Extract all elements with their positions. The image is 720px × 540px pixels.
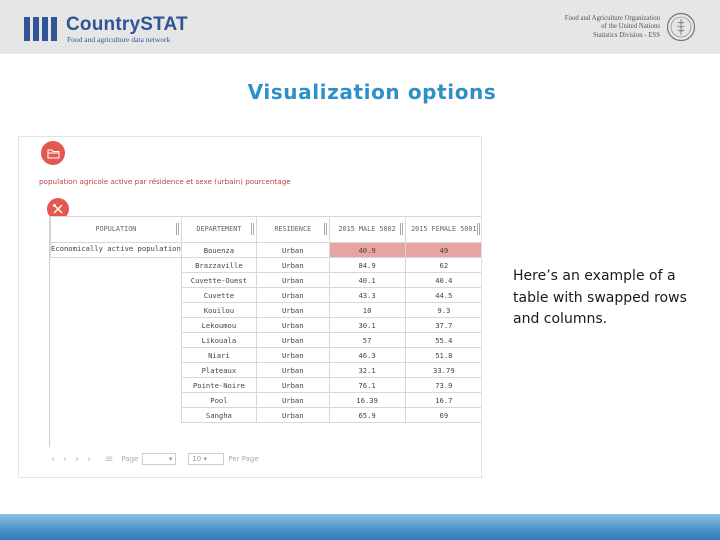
female-value-cell: 51.8 xyxy=(405,348,482,363)
column-header-population[interactable]: POPULATION xyxy=(51,217,182,243)
brand-name: CountrySTAT xyxy=(66,14,188,35)
footer-band xyxy=(0,514,720,540)
residence-cell: Urban xyxy=(257,303,330,318)
female-value-cell: 55.4 xyxy=(405,333,482,348)
department-cell: Sangha xyxy=(181,408,256,423)
fao-line-2: of the United Nations xyxy=(601,23,660,31)
male-value-cell: 76.1 xyxy=(329,378,405,393)
residence-cell: Urban xyxy=(257,333,330,348)
table-row xyxy=(51,333,483,348)
table-row xyxy=(51,273,483,288)
department-cell: Lekoumou xyxy=(181,318,256,333)
female-value-cell: 40.4 xyxy=(405,273,482,288)
male-value-cell: 43.3 xyxy=(329,288,405,303)
table-row xyxy=(51,348,483,363)
population-cell-empty xyxy=(51,333,182,348)
department-cell: Plateaux xyxy=(181,363,256,378)
department-cell: Cuvette-Ouest xyxy=(181,273,256,288)
column-header-2015-female[interactable]: 2015 FEMALE 5001 xyxy=(405,217,482,243)
table-row xyxy=(51,303,483,318)
department-cell: Bouenza xyxy=(181,243,256,258)
page-number-input[interactable]: ▾ xyxy=(142,453,176,465)
male-value-cell: 65.9 xyxy=(329,408,405,423)
per-page-label: Per Page xyxy=(228,455,259,463)
last-page-icon[interactable]: › xyxy=(87,453,91,465)
population-cell-empty xyxy=(51,273,182,288)
department-cell: Brazzaville xyxy=(181,258,256,273)
table-title: population agricole active par résidence et sexe (urbain) pourcentage xyxy=(39,177,291,186)
residence-cell: Urban xyxy=(257,273,330,288)
population-cell-empty xyxy=(51,258,182,273)
residence-cell: Urban xyxy=(257,378,330,393)
male-value-cell: 40.1 xyxy=(329,273,405,288)
residence-cell: Urban xyxy=(257,288,330,303)
male-value-cell: 84.9 xyxy=(329,258,405,273)
prev-page-icon[interactable]: ‹ xyxy=(63,453,67,465)
population-cell-empty xyxy=(51,288,182,303)
female-value-cell: 37.7 xyxy=(405,318,482,333)
female-value-cell: 33.79 xyxy=(405,363,482,378)
department-cell: Pointe-Noire xyxy=(181,378,256,393)
department-cell: Cuvette xyxy=(181,288,256,303)
table-row xyxy=(51,378,483,393)
population-cell: Economically active population xyxy=(51,243,182,258)
department-cell: Pool xyxy=(181,393,256,408)
column-header-residence[interactable]: RESIDENCE xyxy=(257,217,330,243)
open-folder-button[interactable] xyxy=(41,141,65,165)
slide-title: Visualization options xyxy=(247,80,497,104)
female-value-cell: 16.7 xyxy=(405,393,482,408)
brand-tagline: Food and agriculture data network xyxy=(67,35,171,44)
page-label: Page xyxy=(121,455,139,463)
male-value-cell: 57 xyxy=(329,333,405,348)
data-table xyxy=(50,216,482,423)
table-row xyxy=(51,318,483,333)
department-cell: Niari xyxy=(181,348,256,363)
residence-cell: Urban xyxy=(257,363,330,378)
table-screenshot-panel xyxy=(18,136,482,478)
male-value-cell: 40.9 xyxy=(329,243,405,258)
pagination-bar xyxy=(51,447,482,471)
next-page-icon[interactable]: › xyxy=(75,453,79,465)
fao-org-text xyxy=(460,15,660,40)
per-page-select[interactable]: 10 ▾ xyxy=(188,453,224,465)
menu-icon[interactable]: ≡ xyxy=(105,453,114,465)
first-page-icon[interactable]: ‹ xyxy=(51,453,55,465)
population-cell-empty xyxy=(51,348,182,363)
fao-emblem-icon xyxy=(666,12,696,42)
population-cell-empty xyxy=(51,408,182,423)
data-table-container xyxy=(49,216,482,447)
table-row xyxy=(51,363,483,378)
fao-line-3: Statistics Division - ESS xyxy=(592,31,660,39)
department-cell: Likouala xyxy=(181,333,256,348)
countrystat-logo xyxy=(24,14,188,44)
header-band xyxy=(0,0,720,54)
residence-cell: Urban xyxy=(257,318,330,333)
male-value-cell: 10 xyxy=(329,303,405,318)
female-value-cell: 69 xyxy=(405,408,482,423)
residence-cell: Urban xyxy=(257,393,330,408)
table-row xyxy=(51,258,483,273)
countrystat-bars-icon xyxy=(24,17,58,41)
column-header-2015-male[interactable]: 2015 MALE 5002 xyxy=(329,217,405,243)
population-cell-empty xyxy=(51,363,182,378)
female-value-cell: 62 xyxy=(405,258,482,273)
population-cell-empty xyxy=(51,378,182,393)
residence-cell: Urban xyxy=(257,243,330,258)
table-row xyxy=(51,408,483,423)
column-header-departement[interactable]: DEPARTEMENT xyxy=(181,217,256,243)
male-value-cell: 46.3 xyxy=(329,348,405,363)
female-value-cell: 73.9 xyxy=(405,378,482,393)
residence-cell: Urban xyxy=(257,408,330,423)
male-value-cell: 16.39 xyxy=(329,393,405,408)
male-value-cell: 30.1 xyxy=(329,318,405,333)
population-cell-empty xyxy=(51,318,182,333)
swap-tools-icon xyxy=(52,203,64,215)
department-cell: Kouilou xyxy=(181,303,256,318)
female-value-cell: 9.3 xyxy=(405,303,482,318)
population-cell-empty xyxy=(51,303,182,318)
residence-cell: Urban xyxy=(257,348,330,363)
female-value-cell: 49 xyxy=(405,243,482,258)
fao-line-1: Food and Agriculture Organization xyxy=(564,15,660,22)
table-row xyxy=(51,288,483,303)
folder-icon xyxy=(47,148,60,159)
male-value-cell: 32.1 xyxy=(329,363,405,378)
slide-caption: Here’s an example of a table with swapped rows and columns. xyxy=(513,268,687,327)
residence-cell: Urban xyxy=(257,258,330,273)
female-value-cell: 44.5 xyxy=(405,288,482,303)
table-row xyxy=(51,243,483,258)
population-cell-empty xyxy=(51,393,182,408)
table-row xyxy=(51,393,483,408)
